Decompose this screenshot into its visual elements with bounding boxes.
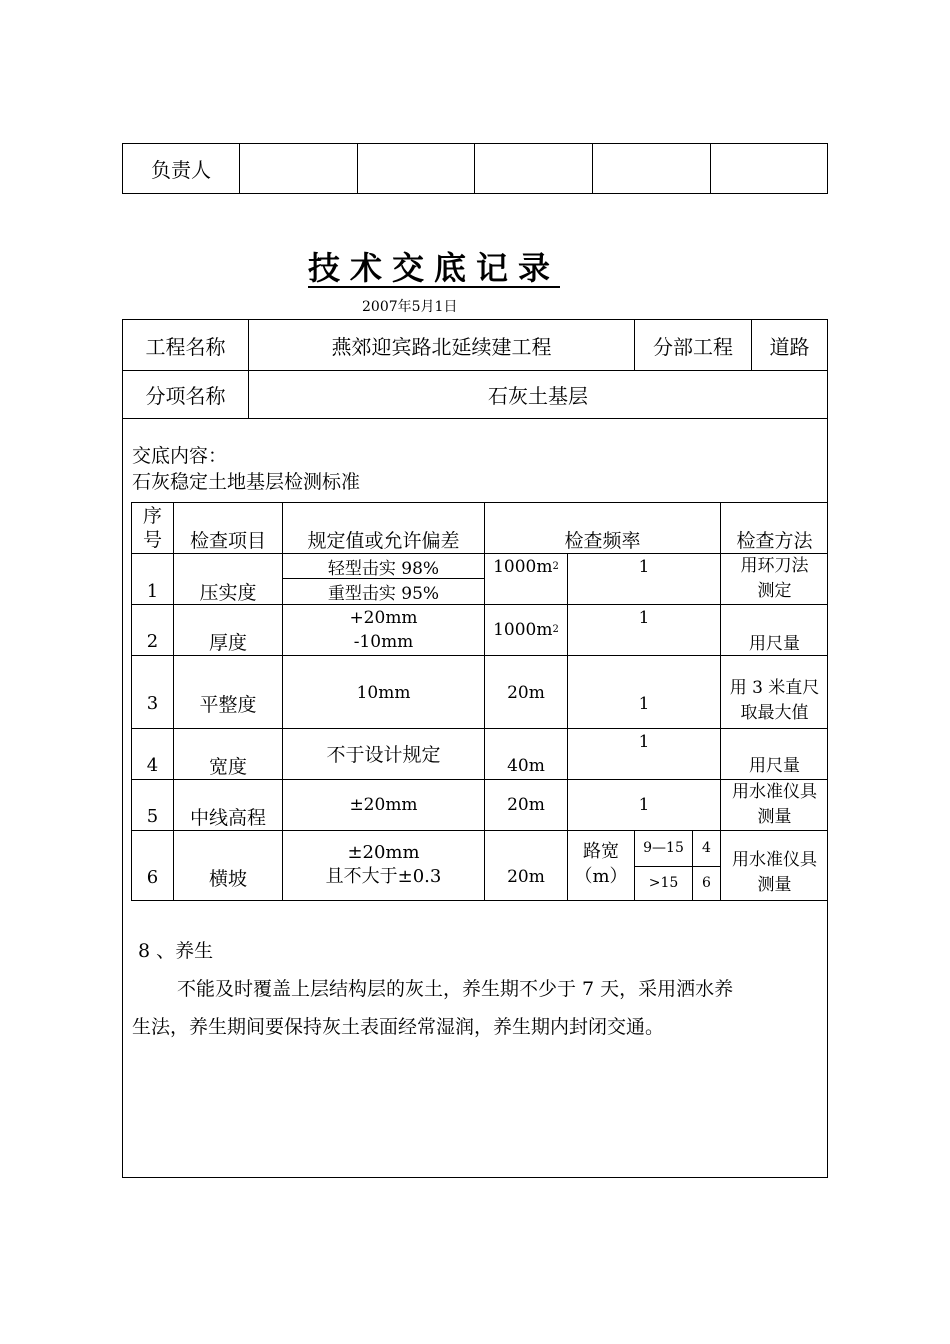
item-name-value: 石灰土基层 [488,384,588,408]
content-subtitle: 石灰稳定土地基层检测标准 [132,471,361,493]
page-title: 技术交底记录 [308,249,561,287]
row2-freq-area: 1000m 2 [493,620,559,640]
row5-no: 5 [146,806,159,827]
row6-spec-line1: ±20mm [347,842,420,863]
row6-freq-area: 20m [507,867,545,887]
row5-freq-points: 1 [638,795,650,815]
row1-method [721,554,828,604]
row1-spec-light: 轻型击实 98% [327,558,440,579]
row6-road-width [568,838,634,890]
row6-method-line1: 用水准仪具 [732,850,817,870]
row6-method [721,848,828,898]
row2-spec-line1: +20mm [349,608,418,628]
row4-item: 宽度 [208,756,247,778]
row3-freq-points: 1 [638,693,650,714]
header-no [132,503,173,553]
row6-road-unit: （m） [574,866,628,887]
row6-spec-line2: 且不大于±0.3 [325,866,442,887]
row4-freq-points: 1 [638,732,650,752]
row5-item: 中线高程 [189,807,266,829]
division-label: 分部工程 [653,334,733,359]
row3-spec: 10mm [356,683,411,703]
row6-item: 横坡 [208,867,247,890]
row4-spec: 不于设计规定 [326,743,441,766]
row1-freq-area: 1000m 2 [493,557,559,577]
row5-method-line1: 用水准仪具 [732,782,817,802]
row2-freq-points: 1 [638,608,650,628]
row3-method-line2: 取最大值 [740,703,809,723]
row2-no: 2 [146,631,159,652]
row5-method [721,780,828,830]
row1-no: 1 [146,580,159,602]
row5-freq-area: 20m [507,795,545,815]
record-date: 2007年5月1日 [362,299,458,315]
header-item: 检查项目 [189,530,266,552]
row1-method-line2: 测定 [757,581,792,601]
row2-spec [283,605,484,655]
row1-freq-area-value: 1000m [493,557,553,577]
row6-method-line2: 测量 [757,875,792,895]
row1-freq-points: 1 [638,557,650,577]
row2-item: 厚度 [208,632,247,654]
row4-no: 4 [146,755,159,776]
row2-freq-area-value: 1000m [493,620,553,640]
curing-line2: 生法，养生期间要保持灰土表面经常湿润，养生期内封闭交通。 [132,1016,665,1038]
row2-spec-line2: -10mm [353,632,414,652]
row6-road-label: 路宽 [583,841,619,862]
header-method: 检查方法 [736,530,813,552]
header-no-line2: 号 [142,529,162,551]
row4-method: 用尺量 [749,756,800,776]
row6-no: 6 [146,866,159,888]
row3-item: 平整度 [199,694,257,716]
header-spec: 规定值或允许偏差 [307,530,460,552]
row5-method-line2: 测量 [757,807,792,827]
division-value: 道路 [769,334,810,359]
row1-spec-heavy: 重型击实 95% [327,584,440,604]
row1-item: 压实度 [199,581,257,604]
row6-width-range2: >15 [648,875,679,891]
row5-spec: ±20mm [349,795,418,815]
row3-no: 3 [146,693,159,714]
header-frequency: 检查频率 [564,530,641,552]
project-name-label: 工程名称 [145,334,226,359]
row6-spec [283,840,484,890]
row1-method-line1: 用环刀法 [740,556,809,576]
responsible-person-label: 负责人 [151,158,211,182]
row2-method: 用尺量 [749,634,800,654]
item-name-label: 分项名称 [145,384,226,408]
row3-method [721,676,828,726]
row3-method-line1: 用 3 米直尺 [729,678,820,698]
content-label: 交底内容： [132,445,228,467]
curing-line1: 不能及时覆盖上层结构层的灰土，养生期不少于 7 天，采用洒水养 [177,978,734,1000]
row3-freq-area: 20m [507,683,545,703]
row4-freq-area: 40m [507,755,545,776]
curing-heading: 8 、养生 [138,940,214,962]
row6-width-range1: 9—15 [643,840,684,856]
row6-width-points2: 6 [702,875,711,891]
header-no-line1: 序 [142,505,162,527]
project-name-value: 燕郊迎宾路北延续建工程 [331,334,552,359]
row6-width-points1: 4 [702,840,711,856]
